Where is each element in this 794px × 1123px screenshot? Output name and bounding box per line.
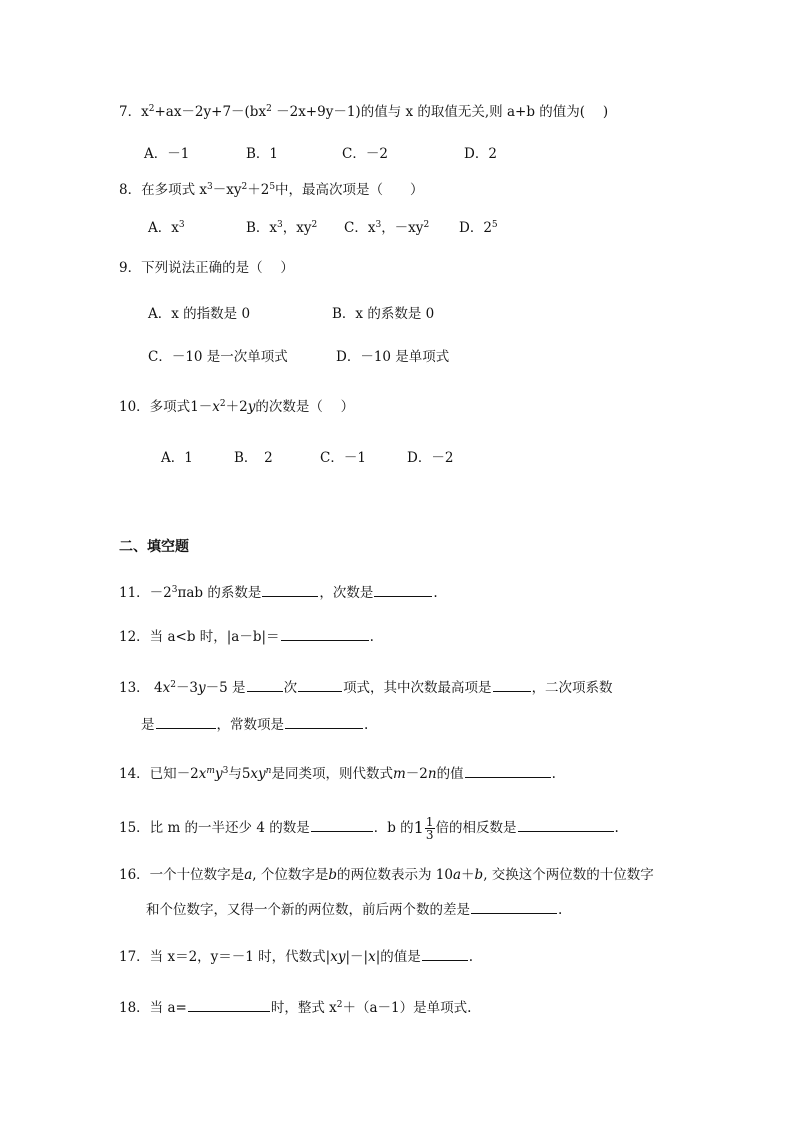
exponent: 3 xyxy=(277,220,283,230)
question-18 xyxy=(119,997,471,1017)
q15-text-2: ．b 的 xyxy=(373,820,414,836)
q11-text-1: 11．－2 xyxy=(119,585,172,601)
question-8 xyxy=(119,181,424,199)
question-14 xyxy=(119,763,556,783)
math: ＋2 xyxy=(225,399,248,415)
q17-text-1: 17．当 x＝2，y＝－1 时，代数式| xyxy=(119,949,331,965)
q14-text-4: 的值 xyxy=(436,766,464,782)
q13-text-2: 是 xyxy=(227,680,246,696)
answer-blank[interactable] xyxy=(247,677,283,692)
math: 4 xyxy=(153,680,163,696)
option-text: ，－xy xyxy=(381,220,424,236)
option-text: A．x xyxy=(148,220,179,236)
q18-text-3: ＋（a－1）是单项式. xyxy=(342,1000,472,1016)
math-var: b xyxy=(328,867,337,883)
q15-text-3: 倍的相反数是 xyxy=(435,820,517,836)
exponent: 2 xyxy=(170,680,176,690)
q17-text-2: |－| xyxy=(345,949,369,965)
q7-text-1: x xyxy=(141,104,149,120)
question-12 xyxy=(119,626,374,646)
math-var: xy xyxy=(250,766,266,782)
q13-text-3: 次 xyxy=(283,680,298,696)
answer-blank[interactable] xyxy=(156,714,216,729)
answer-blank[interactable] xyxy=(374,582,432,597)
exponent: 5 xyxy=(491,220,498,230)
math-var: a xyxy=(452,867,462,883)
option-text: B．x xyxy=(246,220,278,236)
q10-option-a: A．1 xyxy=(161,450,193,466)
math-var: y xyxy=(214,766,223,782)
question-10 xyxy=(119,398,354,416)
exponent: m xyxy=(206,766,215,776)
q7-text-2: +ax－2y+7－(bx xyxy=(154,104,267,120)
q12-text-1: 12．当 a<b 时，|a－b|＝ xyxy=(119,629,280,645)
q9-option-d: D．－10 是单项式 xyxy=(336,349,450,365)
q18-text-2: 时，整式 x xyxy=(270,1000,337,1016)
math-var: n xyxy=(427,766,437,782)
question-16-continued xyxy=(146,899,562,919)
q13-text-5: ，二次项系数 xyxy=(531,680,613,696)
q18-text-1: 18．当 a= xyxy=(119,1000,187,1016)
math: －2 xyxy=(176,766,199,782)
q12-text-2: . xyxy=(369,629,374,645)
q8-option-a xyxy=(148,219,185,237)
q17-text-4: . xyxy=(468,949,474,965)
q10-text-2: 的次数是（ ） xyxy=(255,399,355,415)
q13-text-8: . xyxy=(364,717,369,733)
answer-blank[interactable] xyxy=(422,946,468,961)
question-number: 7． xyxy=(119,104,142,120)
q11-text-3: ，次数是 xyxy=(319,585,374,601)
q9-option-c: C．－10 是一次单项式 xyxy=(148,349,288,365)
q15-text-1: 15．比 m 的一半还少 4 的数是 xyxy=(119,820,310,836)
math-var: a xyxy=(244,867,253,883)
q16-text-1: 16．一个十位数字是 xyxy=(119,867,245,883)
q17-text-3: |的值是 xyxy=(375,949,421,965)
fraction-numerator: 1 xyxy=(425,815,434,829)
question-9: 9．下列说法正确的是（ ） xyxy=(119,260,294,276)
exponent: 2 xyxy=(241,182,248,192)
question-13 xyxy=(119,677,613,697)
q10-option-d: D．－2 xyxy=(407,450,454,466)
answer-blank[interactable] xyxy=(311,817,373,832)
math: －2 xyxy=(405,766,428,782)
q7-option-c: C．－2 xyxy=(342,146,388,162)
q14-text-2: 与 xyxy=(228,766,242,782)
answer-blank[interactable] xyxy=(465,763,551,778)
q16-text-2: , 个位数字是 xyxy=(252,867,329,883)
q16-text-4: ＋ xyxy=(461,867,475,883)
q10-option-c: C．－1 xyxy=(320,450,366,466)
q8-text-4: 中，最高次项是（ ） xyxy=(275,182,424,198)
answer-blank[interactable] xyxy=(518,817,614,832)
q7-option-b: B．1 xyxy=(246,146,279,162)
exponent: 2 xyxy=(148,104,155,114)
q13-text-6: 是 xyxy=(141,717,155,733)
question-7 xyxy=(119,103,608,121)
q7-text-3: －2x+9y－1)的值与 x 的取值无关,则 a+b 的值为( ) xyxy=(271,104,609,120)
answer-blank[interactable] xyxy=(262,582,318,597)
q16-text-7: . xyxy=(558,902,563,918)
q10-option-b: B． 2 xyxy=(234,450,273,466)
answer-blank[interactable] xyxy=(188,997,270,1012)
math: 1－ xyxy=(190,399,213,415)
exponent: 3 xyxy=(207,182,213,192)
answer-blank[interactable] xyxy=(281,626,369,641)
answer-blank[interactable] xyxy=(493,677,531,692)
q7-option-d: D．2 xyxy=(464,146,497,162)
exponent: 2 xyxy=(311,220,318,230)
q8-option-d xyxy=(459,219,498,237)
q14-text-1: 14．已知 xyxy=(119,766,177,782)
q13-text-1: 13． xyxy=(119,680,150,696)
fraction xyxy=(425,816,435,841)
math: 5 xyxy=(241,766,251,782)
q8-text-3: ＋2 xyxy=(247,182,270,198)
fraction-denominator: 3 xyxy=(425,828,434,842)
q16-text-3: 的两位数表示为 10 xyxy=(337,867,453,883)
question-17 xyxy=(119,946,473,966)
q8-text-2: －xy xyxy=(212,182,242,198)
q8-text-1: 在多项式 x xyxy=(141,182,207,198)
q16-text-6: 和个位数字，又得一个新的两位数，前后两个数的差是 xyxy=(146,902,470,918)
option-text: ，xy xyxy=(282,220,312,236)
math-var: y xyxy=(247,399,256,415)
math-var: m xyxy=(392,766,406,782)
q8-option-c xyxy=(344,219,429,237)
q15-text-4: . xyxy=(614,820,619,836)
q10-text-1: 10．多项式 xyxy=(119,399,191,415)
q16-text-5: , 交换这个两位数的十位数字 xyxy=(483,867,654,883)
q8-option-b xyxy=(246,219,317,237)
exponent: 3 xyxy=(171,585,178,595)
exponent: 2 xyxy=(423,220,430,230)
mixed-number-whole: 1 xyxy=(413,818,424,837)
q13-text-4: 项式，其中次数最高项是 xyxy=(343,680,492,696)
math: －5 xyxy=(205,680,228,696)
exponent: 3 xyxy=(178,220,185,230)
question-13-continued xyxy=(141,714,368,734)
exponent: 5 xyxy=(269,182,276,192)
exponent: 3 xyxy=(222,766,229,776)
question-15 xyxy=(119,816,619,841)
question-number: 8． xyxy=(119,182,142,198)
math-var: b xyxy=(474,867,484,883)
q9-option-b: B．x 的系数是 0 xyxy=(332,306,435,322)
math-var: x xyxy=(162,680,171,696)
exponent: 3 xyxy=(375,220,382,230)
section-heading-fill-blank: 二、填空题 xyxy=(119,539,189,555)
q7-option-a: A．－1 xyxy=(144,146,190,162)
exponent: 2 xyxy=(266,104,272,114)
answer-blank[interactable] xyxy=(471,899,557,914)
math-var: y xyxy=(198,680,206,696)
math-var: xy xyxy=(330,949,346,965)
question-16 xyxy=(119,866,654,884)
math: －3 xyxy=(175,680,199,696)
option-text: C．x xyxy=(344,220,376,236)
q14-text-3: 是同类项，则代数式 xyxy=(271,766,393,782)
exponent: n xyxy=(265,766,272,776)
answer-blank[interactable] xyxy=(285,714,363,729)
q14-text-5: . xyxy=(551,766,556,782)
math-var: x xyxy=(198,766,207,782)
q11-text-4: . xyxy=(433,585,438,601)
q11-text-2: πab 的系数是 xyxy=(177,585,262,601)
exponent: 2 xyxy=(336,1000,343,1010)
option-text: D．2 xyxy=(459,220,492,236)
q13-text-7: ，常数项是 xyxy=(216,717,284,733)
question-11 xyxy=(119,582,438,602)
exponent: 2 xyxy=(219,399,226,409)
math-var: x xyxy=(368,949,376,965)
math-var: x xyxy=(212,399,220,415)
answer-blank[interactable] xyxy=(298,677,342,692)
q9-option-a: A．x 的指数是 0 xyxy=(148,306,251,322)
